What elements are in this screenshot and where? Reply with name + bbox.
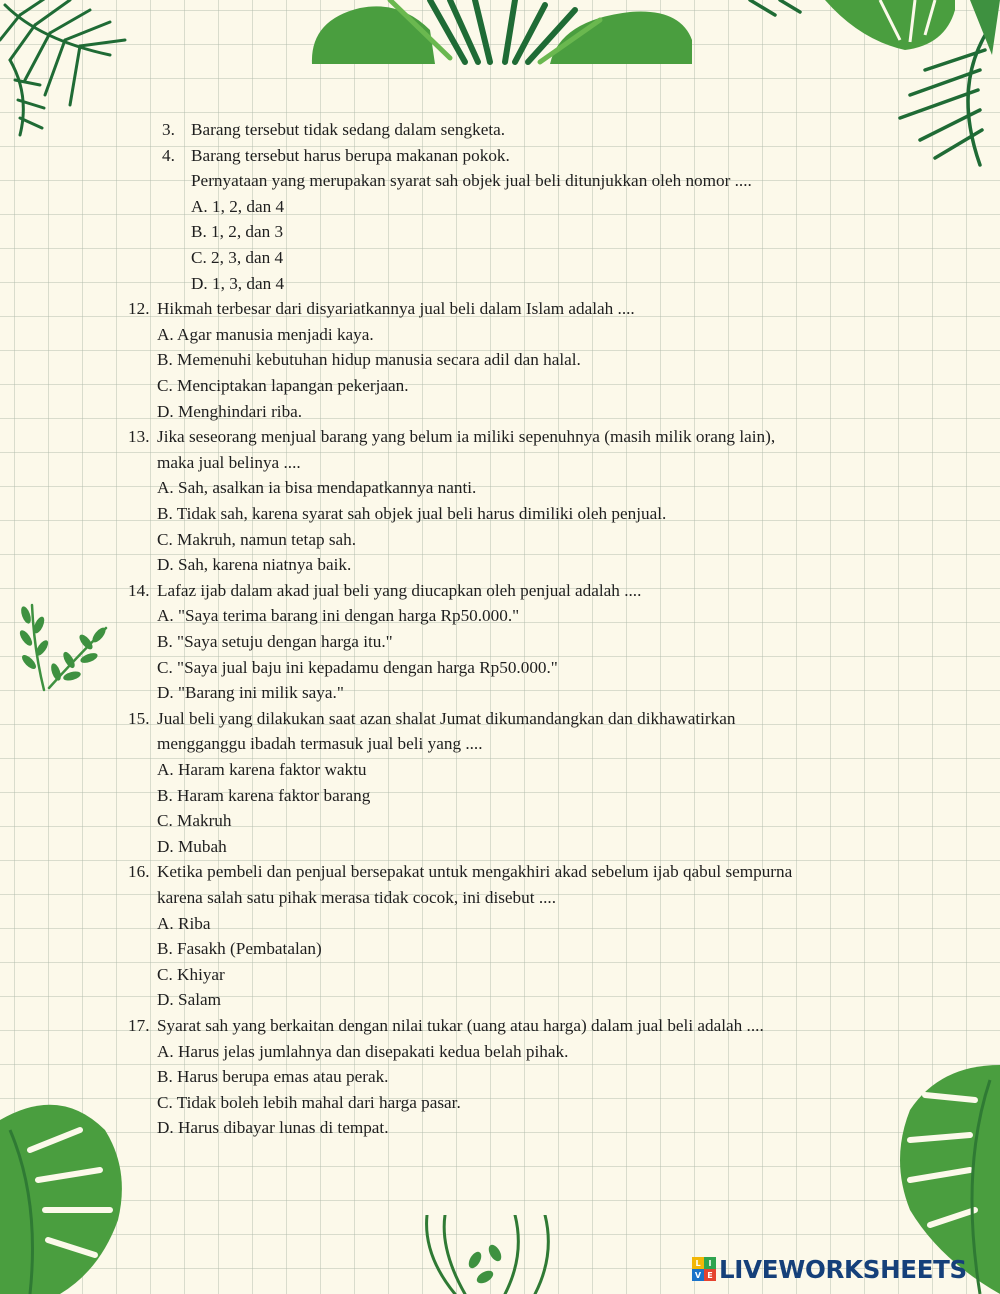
question-text: Barang tersebut tidak sedang dalam sengketa. <box>191 120 506 139</box>
answer-option: D. Sah, karena niatnya baik. <box>157 555 352 575</box>
question-text: Ketika pembeli dan penjual bersepakat untuk mengakhiri akad sebelum ijab qabul sempurna <box>157 862 793 882</box>
answer-option: A. Agar manusia menjadi kaya. <box>157 324 374 344</box>
question-text: Syarat sah yang berkaitan dengan nilai tukar (uang atau harga) dalam jual beli adalah .... <box>157 1016 764 1035</box>
liveworksheets-logo-icon <box>692 1257 716 1281</box>
answer-option: B. 1, 2, dan 3 <box>191 222 284 242</box>
question-text: mengganggu ibadah termasuk jual beli yang .... <box>157 734 483 754</box>
answer-option: B. Harus berupa emas atau perak. <box>157 1067 389 1087</box>
question-text: maka jual belinya .... <box>157 452 301 472</box>
answer-option: C. Khiyar <box>157 964 225 984</box>
answer-option: C. "Saya jual baju ini kepadamu dengan harga Rp50.000." <box>157 657 558 677</box>
logo-letter: I <box>704 1257 716 1269</box>
question-text: Pernyataan yang merupakan syarat sah objek jual beli ditunjukkan oleh nomor .... <box>191 171 752 191</box>
answer-option: A. Harus jelas jumlahnya dan disepakati kedua belah pihak. <box>157 1041 569 1061</box>
question-number: 12. <box>128 299 150 319</box>
answer-option: C. Makruh, namun tetap sah. <box>157 529 357 549</box>
question-text: karena salah satu pihak merasa tidak cocok, ini disebut .... <box>157 888 557 907</box>
answer-option: B. Tidak sah, karena syarat sah objek jual beli harus dimiliki oleh penjual. <box>157 504 667 523</box>
question-text: Jika seseorang menjual barang yang belum ia miliki sepenuhnya (masih milik orang lain), <box>157 427 776 447</box>
answer-option: A. Riba <box>157 913 211 933</box>
question-number: 13. <box>128 427 150 447</box>
question-number: 17. <box>128 1016 150 1035</box>
answer-option: C. 2, 3, dan 4 <box>191 248 284 267</box>
answer-option: B. Memenuhi kebutuhan hidup manusia secara adil dan halal. <box>157 350 581 370</box>
answer-option: D. "Barang ini milik saya." <box>157 683 344 703</box>
answer-option: A. "Saya terima barang ini dengan harga Rp50.000." <box>157 606 520 626</box>
answer-option: B. Fasakh (Pembatalan) <box>157 939 322 959</box>
question-number: 15. <box>128 708 150 728</box>
question-number: 14. <box>128 580 150 600</box>
question-text: Lafaz ijab dalam akad jual beli yang diucapkan oleh penjual adalah .... <box>157 580 642 600</box>
liveworksheets-brand <box>692 1254 967 1284</box>
answer-option: D. 1, 3, dan 4 <box>191 273 285 293</box>
answer-option: C. Menciptakan lapangan pekerjaan. <box>157 376 409 395</box>
logo-letter: V <box>692 1269 704 1281</box>
answer-option: C. Makruh <box>157 811 232 831</box>
answer-option: A. Haram karena faktor waktu <box>157 760 367 779</box>
question-number: 3. <box>162 120 175 139</box>
answer-option: D. Mubah <box>157 836 227 856</box>
answer-option: D. Menghindari riba. <box>157 401 303 421</box>
question-text: Barang tersebut harus berupa makanan pokok. <box>191 145 510 165</box>
answer-option: A. 1, 2, dan 4 <box>191 196 285 216</box>
logo-letter: E <box>704 1269 716 1281</box>
answer-option: D. Harus dibayar lunas di tempat. <box>157 1118 389 1138</box>
liveworksheets-wordmark: LIVEWORKSHEETS <box>719 1254 967 1284</box>
answer-option: B. "Saya setuju dengan harga itu." <box>157 632 393 651</box>
logo-letter: L <box>692 1257 704 1269</box>
answer-option: D. Salam <box>157 990 221 1010</box>
question-text: Hikmah terbesar dari disyariatkannya jual beli dalam Islam adalah .... <box>157 299 635 319</box>
answer-option: A. Sah, asalkan ia bisa mendapatkannya nanti. <box>157 478 477 498</box>
answer-option: C. Tidak boleh lebih mahal dari harga pasar. <box>157 1092 461 1112</box>
question-number: 4. <box>162 145 175 165</box>
answer-option: B. Haram karena faktor barang <box>157 785 371 805</box>
question-number: 16. <box>128 862 150 882</box>
question-text: Jual beli yang dilakukan saat azan shalat Jumat dikumandangkan dan dikhawatirkan <box>157 708 736 728</box>
